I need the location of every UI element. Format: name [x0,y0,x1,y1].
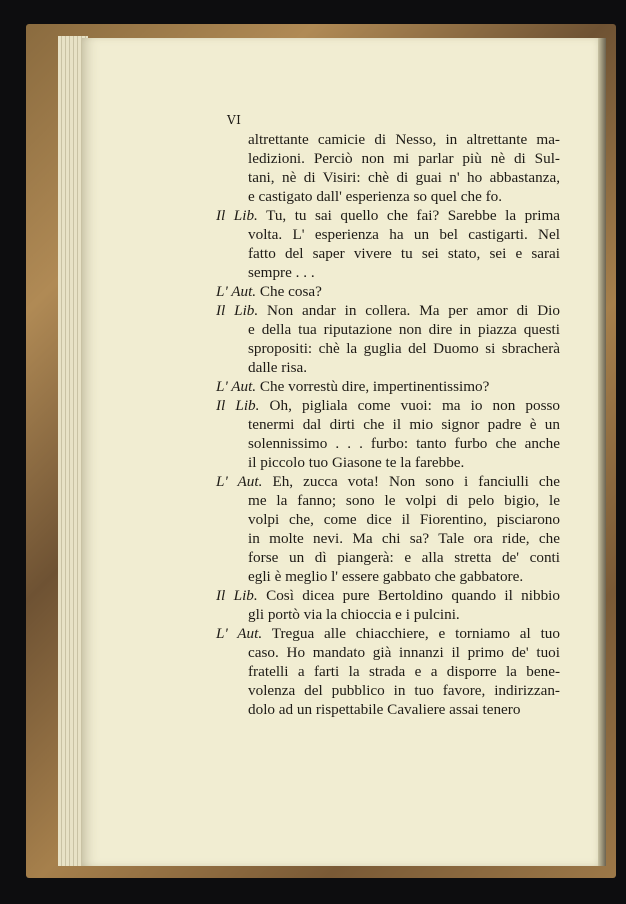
text-line [216,282,560,301]
speaker-label: Il Lib. [216,397,260,414]
text-line: fratelli a farti la strada e a disporre la bene- [248,663,560,680]
speech-text: Oh, pigliala come vuoi: ma io non posso [269,397,560,414]
text-line: volpi che, come dice il Fiorentino, pisciarono [248,511,560,528]
speech-text: Così dicea pure Bertoldino quando il nibbio [266,587,560,604]
page-fold-shadow [598,38,606,866]
dialogue [216,206,560,719]
speaker-label: L' Aut. [216,625,263,642]
speaker-label: Il Lib. [216,587,258,604]
text-line: altrettante camicie di Nesso, in altrettante ma- [248,131,560,148]
text-line: e della tua riputazione non dire in piazza questi [248,321,560,338]
text-line: sempre . . . [248,264,315,281]
speaker-label: Il Lib. [216,207,258,224]
dialogue-entry [216,301,560,377]
text-line: egli è meglio l' essere gabbato che gabbatore. [248,568,524,585]
text-line [216,396,560,415]
speech-text: Che vorrestù dire, impertinentissimo? [259,378,490,395]
page-text [216,130,560,719]
text-line [216,301,560,320]
text-line: dolo ad un rispettabile Cavaliere assai tenero [248,701,521,718]
dialogue-entry [216,377,560,396]
speaker-label: Il Lib. [216,302,259,319]
speaker-label: L' Aut. [216,283,257,300]
dialogue-entry [216,472,560,586]
text-line [216,206,560,225]
speech-text: Tu, tu sai quello che fai? Sarebbe la prima [266,207,560,224]
dialogue-entry [216,586,560,624]
speaker-label: L' Aut. [216,378,257,395]
page-number: VI [227,113,242,127]
speech-text: Tregua alle chiacchiere, e torniamo al tuo [271,625,560,642]
speech-text: Eh, zucca vota! Non sono i fanciulli che [272,473,561,490]
text-line: forse un dì piangerà: e alla stretta de' conti [248,549,560,566]
text-line: in molte nevi. Ma chi sa? Tale ora ride, che [248,530,560,547]
text-line: ledizioni. Perciò non mi parlar più nè di Sul- [248,150,560,167]
text-line: spropositi: chè la guglia del Duomo si sbracherà [248,340,560,357]
text-line: caso. Ho mandato già innanzi il primo de' tuoi [248,644,560,661]
text-line: fatto del saper vivere tu sei stato, sei e sarai [248,245,560,262]
speaker-label: L' Aut. [216,473,263,490]
dialogue-entry [216,206,560,282]
text-line: il piccolo tuo Giasone te la farebbe. [248,454,465,471]
text-line: dalle risa. [248,359,308,376]
dialogue-entry [216,396,560,472]
speech-text: Non andar in collera. Ma per amor di Dio [267,302,560,319]
text-line [216,377,560,396]
speech-text: Che cosa? [259,283,322,300]
text-line: me la fanno; sono le volpi di pelo bigio, le [248,492,560,509]
text-line: volenza del pubblico in tuo favore, indirizzan- [248,682,560,699]
text-line: gli portò via la chioccia e i pulcini. [248,606,460,623]
text-line: tani, nè di Visiri: chè di guai n' ho abbastanza, [248,169,560,186]
intro-paragraph [216,130,560,206]
text-line: volta. L' esperienza ha un bel castigarti. Nel [248,226,560,243]
text-line: tenermi dal dirti che il mio signor padre è un [248,416,560,433]
text-line: e castigato dall' esperienza so quel che fo. [248,188,503,205]
dialogue-entry [216,282,560,301]
dialogue-entry [216,624,560,719]
text-line [216,472,560,491]
text-line [216,586,560,605]
text-line: solennissimo . . . furbo: tanto furbo che anche [248,435,560,452]
text-line [216,624,560,643]
